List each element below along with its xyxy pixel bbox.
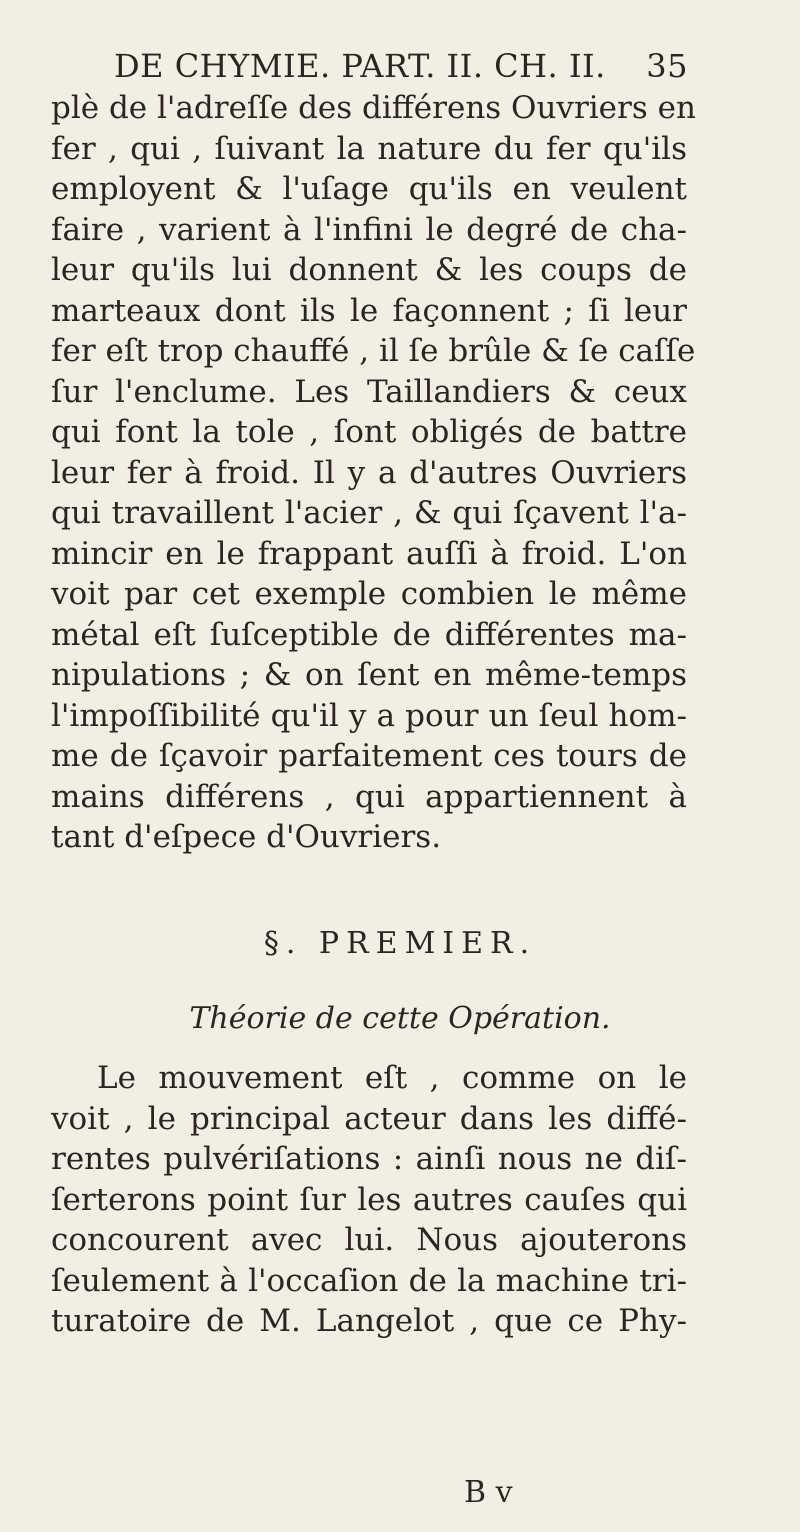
text-line: qui travaillent l'acier , & qui ſçavent l'a- [51,495,687,531]
text-line: ſerterons point ſur les autres cauſes qui [51,1181,687,1218]
text-line: employent & l'uſage qu'ils en veulent [51,171,687,207]
text-line: marteaux dont ils le façonnent ; ſi leur [51,292,687,329]
text-line: rentes pulvériſations : ainſi nous ne diſ- [51,1141,687,1177]
text-line: fer , qui , ſuivant la nature du fer qu'ils [51,130,687,167]
text-line: métal eſt ſuſceptible de différentes ma- [51,616,687,653]
text-line: turatoire de M. Langelot , que ce Phy- [51,1303,687,1339]
text-line: fer eſt trop chauffé , il ſe brûle & ſe caſſe [51,333,696,369]
text-line: mains différens , qui appartiennent à [51,778,687,815]
text-line: nipulations ; & on ſent en même-temps [51,657,687,693]
text-line: l'impoſſibilité qu'il y a pour un ſeul hom- [51,697,687,734]
text-line: ſur l'enclume. Les Taillandiers & ceux [51,373,687,410]
text-line: tant d'eſpece d'Ouvriers. [51,819,442,855]
text-line: ſeulement à l'occaſion de la machine tri- [51,1262,687,1299]
running-head [114,46,688,86]
text-line: plè de l'adreſſe des différens Ouvriers en [51,90,696,126]
text-line: qui font la tole , ſont obligés de battre [51,414,687,450]
paragraph-1 [51,88,696,858]
text-line: voit par cet exemple combien le même [51,576,687,612]
text-line: leur qu'ils lui donnent & les coups de [51,252,687,288]
signature-mark: B v [464,1475,513,1510]
text-line: faire , varient à l'infini le degré de cha- [51,211,687,248]
text-line: leur fer à froid. Il y a d'autres Ouvriers [51,454,687,491]
text-line: Le mouvement eſt , comme on le [97,1060,687,1096]
running-head-title: DE CHYMIE. PART. II. CH. II. [114,47,606,85]
text-line: voit , le principal acteur dans les diffé- [51,1100,687,1137]
section-heading: §. PREMIER. [263,926,537,961]
section-subtitle: Théorie de cette Opération. [189,1001,611,1036]
page-number: 35 [646,47,688,85]
text-line: mincir en le frappant auſſi à froid. L'on [51,535,687,572]
paragraph-2 [51,1058,687,1342]
text-line: concourent avec lui. Nous ajouterons [51,1222,687,1258]
text-line: me de ſçavoir parfaitement ces tours de [51,738,687,774]
